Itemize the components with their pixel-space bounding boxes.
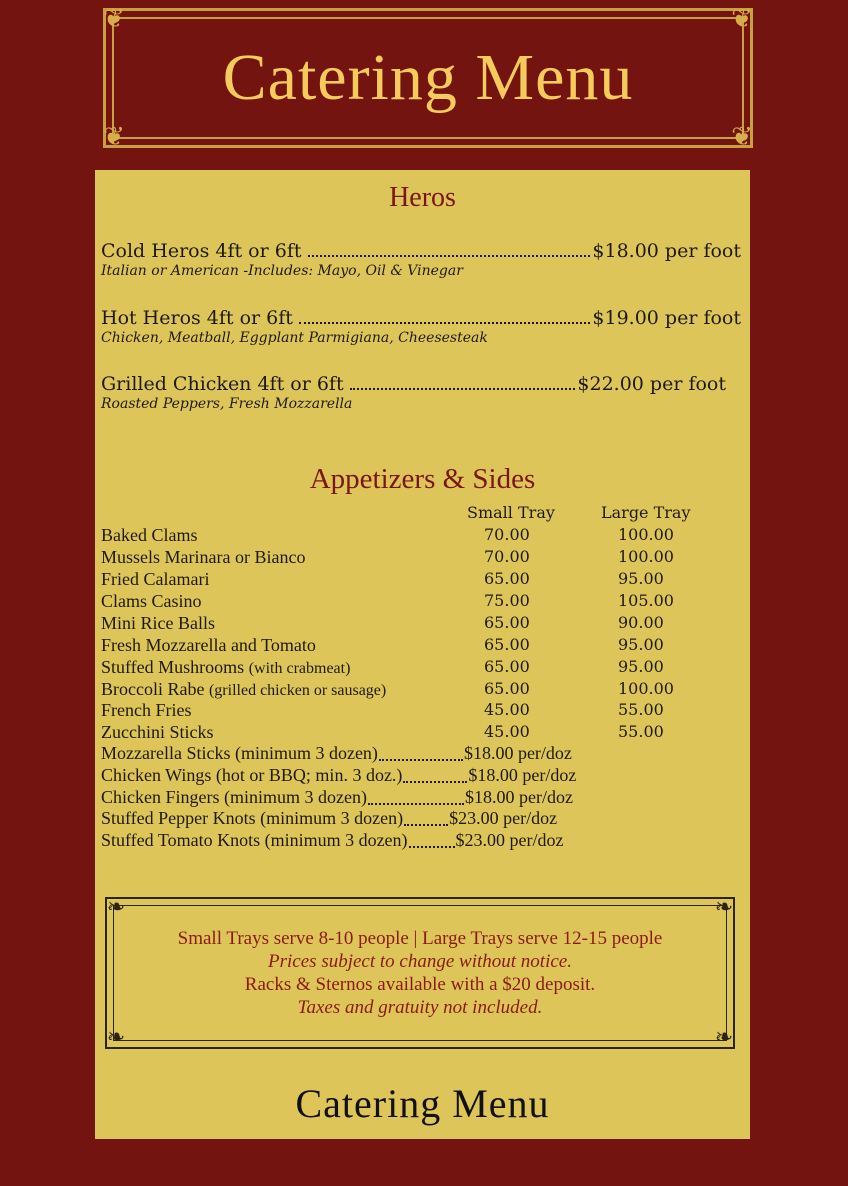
hero-item: [101, 307, 741, 346]
hero-item-price: $18.00 per foot: [592, 240, 741, 262]
dozen-item-row: [101, 808, 557, 830]
appetizer-name: Stuffed Mushrooms: [101, 657, 245, 677]
hero-item: [101, 240, 741, 279]
tray-serving-note: Small Trays serve 8-10 people | Large Trays serve 12-15 people: [177, 928, 663, 949]
footer-title: Catering Menu: [295, 1081, 550, 1126]
appetizer-row: [101, 700, 721, 722]
dozen-item-name: Chicken Fingers (minimum 3 dozen): [101, 787, 367, 807]
menu-panel: [95, 170, 750, 1139]
large-tray-price: 95.00: [618, 657, 664, 676]
price-change-note: Prices subject to change without notice.: [268, 951, 572, 972]
small-tray-price: 70.00: [484, 525, 530, 544]
small-tray-price: 45.00: [484, 722, 530, 741]
small-tray-price: 75.00: [484, 591, 530, 610]
hero-item-price: $22.00 per foot: [577, 373, 726, 395]
dozen-item-price: $18.00 per/doz: [464, 787, 573, 807]
appetizer-note: (grilled chicken or sausage): [208, 682, 387, 699]
appetizer-name: Fresh Mozzarella and Tomato: [101, 635, 316, 655]
ornament-corner-icon: ❦: [103, 122, 125, 152]
appetizer-row: [101, 679, 721, 701]
page-title: Catering Menu: [222, 41, 634, 114]
appetizer-row: [101, 525, 721, 547]
ornament-corner-icon: ❦: [731, 4, 753, 34]
small-tray-header: Small Tray: [467, 503, 555, 522]
large-tray-header: Large Tray: [601, 503, 691, 522]
notes-inner-frame: [113, 905, 727, 1041]
small-tray-price: 65.00: [484, 679, 530, 698]
appetizer-name: Mussels Marinara or Bianco: [101, 547, 306, 567]
heros-heading: Heros: [389, 182, 456, 213]
appetizer-name: Clams Casino: [101, 591, 202, 611]
dozen-item-price: $18.00 per/doz: [468, 765, 577, 785]
appetizer-name: French Fries: [101, 700, 192, 720]
large-tray-price: 105.00: [618, 591, 674, 610]
large-tray-price: 95.00: [618, 569, 664, 588]
dozen-item-row: [101, 830, 564, 852]
leader-dots: [299, 322, 590, 324]
dozen-item-price: $23.00 per/doz: [455, 830, 564, 850]
large-tray-price: 95.00: [618, 635, 664, 654]
appetizer-note: (with crabmeat): [248, 660, 351, 677]
notes-box: [105, 897, 735, 1049]
appetizer-name: Fried Calamari: [101, 569, 210, 589]
hero-item: [101, 373, 726, 412]
appetizer-row: [101, 635, 721, 657]
ornament-corner-icon: ❧: [714, 895, 734, 920]
tax-note: Taxes and gratuity not included.: [297, 997, 543, 1018]
hero-item-name: Cold Heros 4ft or 6ft: [101, 240, 302, 262]
leader-dots: [350, 388, 576, 390]
small-tray-price: 70.00: [484, 547, 530, 566]
dozen-item-name: Stuffed Pepper Knots (minimum 3 dozen): [101, 808, 404, 828]
ornament-corner-icon: ❧: [106, 895, 126, 920]
small-tray-price: 65.00: [484, 569, 530, 588]
large-tray-price: 100.00: [618, 679, 674, 698]
leader-dots: [409, 846, 455, 848]
title-banner: [103, 4, 753, 152]
ornament-corner-icon: ❦: [731, 122, 753, 152]
large-tray-price: 55.00: [618, 700, 664, 719]
appetizer-row: [101, 613, 721, 635]
appetizer-row: [101, 657, 721, 679]
appetizer-row: [101, 722, 721, 744]
ornament-corner-icon: ❧: [714, 1025, 734, 1050]
appetizer-name: Baked Clams: [101, 525, 198, 545]
leader-dots: [404, 824, 448, 826]
hero-item-description: Italian or American -Includes: Mayo, Oil & Vinegar: [101, 263, 463, 279]
dozen-item-price: $18.00 per/doz: [463, 743, 572, 763]
deposit-note: Racks & Sternos available with a $20 deposit.: [244, 974, 596, 995]
dozen-item-row: [101, 765, 576, 787]
small-tray-price: 65.00: [484, 635, 530, 654]
leader-dots: [368, 803, 464, 805]
dozen-item-name: Mozzarella Sticks (minimum 3 dozen): [101, 743, 378, 763]
ornament-corner-icon: ❧: [106, 1025, 126, 1050]
appetizer-row: [101, 569, 721, 591]
appetizer-row: [101, 547, 721, 569]
dozen-item-row: [101, 787, 573, 809]
appetizer-name: Zucchini Sticks: [101, 722, 214, 742]
dozen-item-name: Chicken Wings (hot or BBQ; min. 3 doz.): [101, 765, 403, 785]
leader-dots: [308, 255, 591, 257]
small-tray-price: 65.00: [484, 613, 530, 632]
large-tray-price: 90.00: [618, 613, 664, 632]
appetizer-row: [101, 591, 721, 613]
leader-dots: [403, 781, 467, 783]
hero-item-name: Grilled Chicken 4ft or 6ft: [101, 373, 344, 395]
hero-item-description: Roasted Peppers, Fresh Mozzarella: [101, 396, 353, 412]
dozen-item-row: [101, 743, 572, 765]
large-tray-price: 55.00: [618, 722, 664, 741]
leader-dots: [379, 759, 463, 761]
small-tray-price: 45.00: [484, 700, 530, 719]
large-tray-price: 100.00: [618, 525, 674, 544]
appetizer-name: Mini Rice Balls: [101, 613, 215, 633]
dozen-item-price: $23.00 per/doz: [449, 808, 558, 828]
hero-item-price: $19.00 per foot: [592, 307, 741, 329]
small-tray-price: 65.00: [484, 657, 530, 676]
ornament-corner-icon: ❦: [103, 4, 125, 34]
dozen-item-name: Stuffed Tomato Knots (minimum 3 dozen): [101, 830, 408, 850]
large-tray-price: 100.00: [618, 547, 674, 566]
hero-item-description: Chicken, Meatball, Eggplant Parmigiana, Cheesesteak: [101, 330, 488, 346]
appetizer-name: Broccoli Rabe: [101, 679, 205, 699]
hero-item-name: Hot Heros 4ft or 6ft: [101, 307, 293, 329]
appetizers-heading: Appetizers & Sides: [309, 463, 536, 495]
